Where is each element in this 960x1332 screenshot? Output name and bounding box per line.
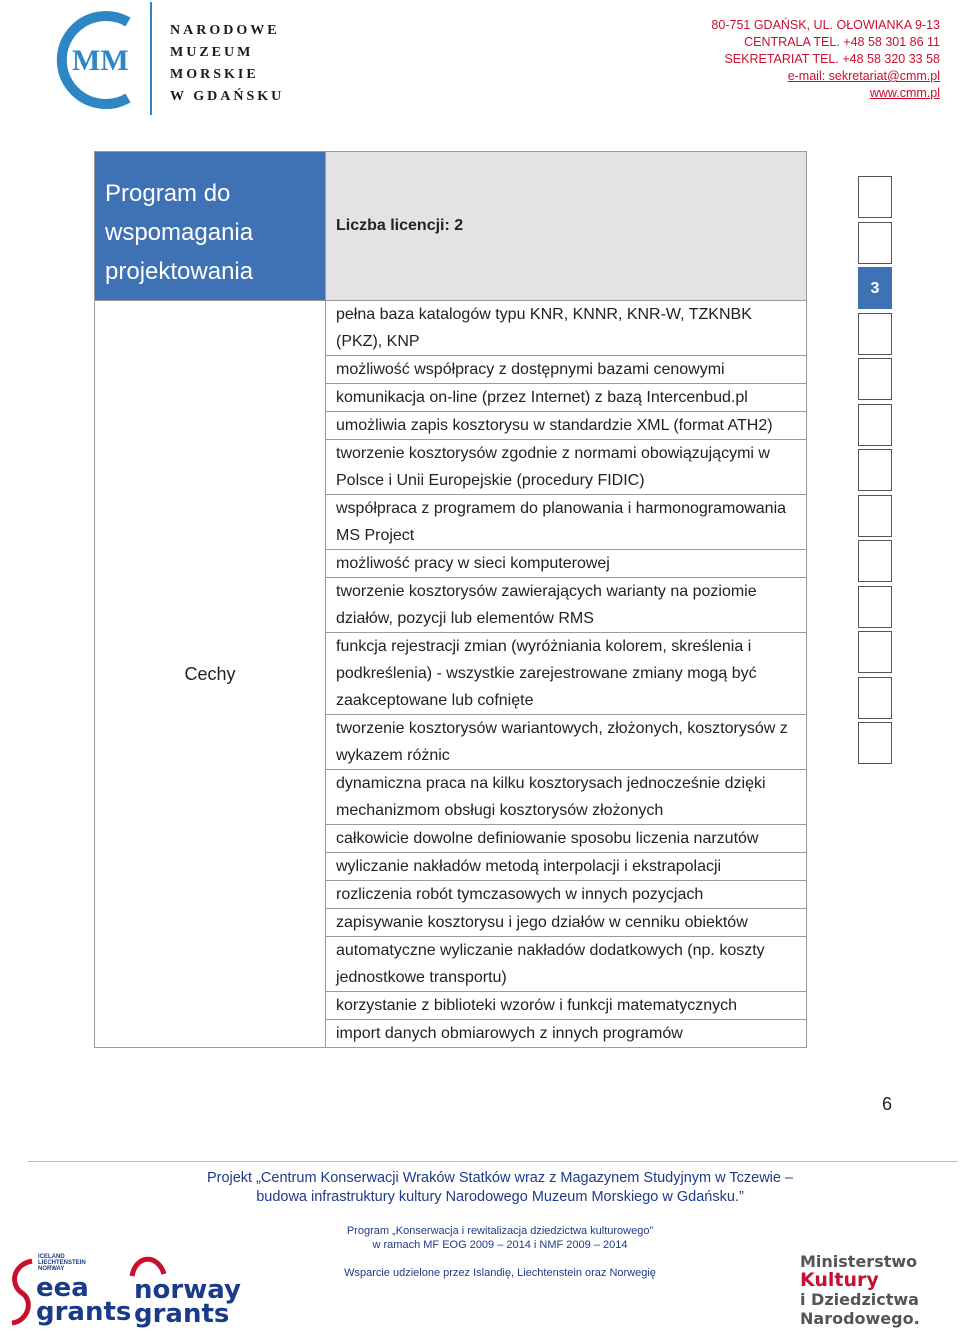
feature-item: zapisywanie kosztorysu i jego działów w cenniku obiektów bbox=[326, 909, 807, 937]
tab[interactable] bbox=[858, 677, 892, 719]
footer-divider bbox=[28, 1161, 958, 1162]
tab-active[interactable]: 3 bbox=[858, 267, 892, 309]
address: 80-751 GDAŃSK, UL. OŁOWIANKA 9-13 bbox=[711, 18, 940, 32]
feature-item: korzystanie z biblioteki wzorów i funkcji matematycznych bbox=[326, 992, 807, 1020]
project-info: Projekt „Centrum Konserwacji Wraków Statków wraz z Magazynem Studyjnym w Tczewie – budowa infrastruktury kultury Narodowego Muzeum Morskiego w Gdańsku.” bbox=[206, 1170, 794, 1205]
page-number: 6 bbox=[882, 1094, 893, 1114]
phone-secretariat: SEKRETARIAT TEL. +48 58 320 33 58 bbox=[724, 52, 940, 66]
tab[interactable] bbox=[858, 176, 892, 218]
museum-name: NARODOWE MUZEUM MORSKIE W GDAŃSKU bbox=[170, 23, 285, 104]
feature-item: umożliwia zapis kosztorysu w standardzie XML (format ATH2) bbox=[326, 412, 807, 440]
table-title: Program do wspomagania projektowania bbox=[95, 152, 326, 301]
tab[interactable] bbox=[858, 222, 892, 264]
section-label: Cechy bbox=[95, 301, 326, 1048]
program-info: Program „Konserwacja i rewitalizacja dziedzictwa kulturowego” w ramach MF EOG 2009 – 2014 i NMF 2009 – 2014 bbox=[346, 1225, 654, 1251]
feature-item: pełna baza katalogów typu KNR, KNNR, KNR-W, TZKNBK (PKZ), KNP bbox=[326, 301, 807, 356]
features-table bbox=[94, 151, 807, 1048]
table-row bbox=[95, 301, 807, 356]
page-tabs bbox=[858, 176, 892, 768]
tab[interactable] bbox=[858, 313, 892, 355]
feature-item: automatyczne wyliczanie nakładów dodatkowych (np. koszty jednostkowe transportu) bbox=[326, 937, 807, 992]
feature-item: dynamiczna praca na kilku kosztorysach jednocześnie dzięki mechanizmom obsługi kosztorysów złożonych bbox=[326, 770, 807, 825]
tab[interactable] bbox=[858, 495, 892, 537]
tab[interactable] bbox=[858, 586, 892, 628]
tab[interactable] bbox=[858, 449, 892, 491]
website-link[interactable]: www.cmm.pl bbox=[869, 86, 940, 100]
cmm-logo-icon bbox=[50, 0, 170, 120]
feature-item: import danych obmiarowych z innych programów bbox=[326, 1020, 807, 1048]
tab[interactable] bbox=[858, 722, 892, 764]
feature-item: całkowicie dowolne definiowanie sposobu liczenia narzutów bbox=[326, 825, 807, 853]
phone-central: CENTRALA TEL. +48 58 301 86 11 bbox=[744, 35, 940, 49]
contact-block bbox=[711, 17, 940, 102]
feature-item: tworzenie kosztorysów wariantowych, złożonych, kosztorysów z wykazem różnic bbox=[326, 715, 807, 770]
feature-item: współpraca z programem do planowania i harmonogramowania MS Project bbox=[326, 495, 807, 550]
license-count: Liczba licencji: 2 bbox=[326, 152, 807, 301]
tab[interactable] bbox=[858, 631, 892, 673]
tab[interactable] bbox=[858, 358, 892, 400]
feature-item: tworzenie kosztorysów zawierających warianty na poziomie działów, pozycji lub elementów RMS bbox=[326, 578, 807, 633]
eea-swirl-icon bbox=[8, 1255, 38, 1327]
feature-item: możliwość pracy w sieci komputerowej bbox=[326, 550, 807, 578]
feature-item: funkcja rejestracji zmian (wyróżniania kolorem, skreślenia i podkreślenia) - wszystkie zarejestrowane zmiany mogą być zaakceptowane lub cofnięte bbox=[326, 633, 807, 715]
support-info: Wsparcie udzielone przez Islandię, Liechtenstein oraz Norwegię bbox=[344, 1267, 656, 1279]
feature-item: komunikacja on-line (przez Internet) z bazą Intercenbud.pl bbox=[326, 384, 807, 412]
ministry-logo: Ministerstwo Kultury i Dziedzictwa Narodowego. bbox=[800, 1252, 920, 1328]
feature-item: możliwość współpracy z dostępnymi bazami cenowymi bbox=[326, 356, 807, 384]
feature-item: tworzenie kosztorysów zgodnie z normami obowiązującymi w Polsce i Unii Europejskie (procedury FIDIC) bbox=[326, 440, 807, 495]
email-link[interactable]: e-mail: sekretariat@cmm.pl bbox=[787, 69, 940, 83]
table-header-row bbox=[95, 152, 807, 301]
feature-item: rozliczenia robót tymczasowych w innych pozycjach bbox=[326, 881, 807, 909]
feature-item: wyliczanie nakładów metodą interpolacji i ekstrapolacji bbox=[326, 853, 807, 881]
logo-mark: MM bbox=[72, 44, 129, 77]
tab[interactable] bbox=[858, 404, 892, 446]
tab[interactable] bbox=[858, 540, 892, 582]
